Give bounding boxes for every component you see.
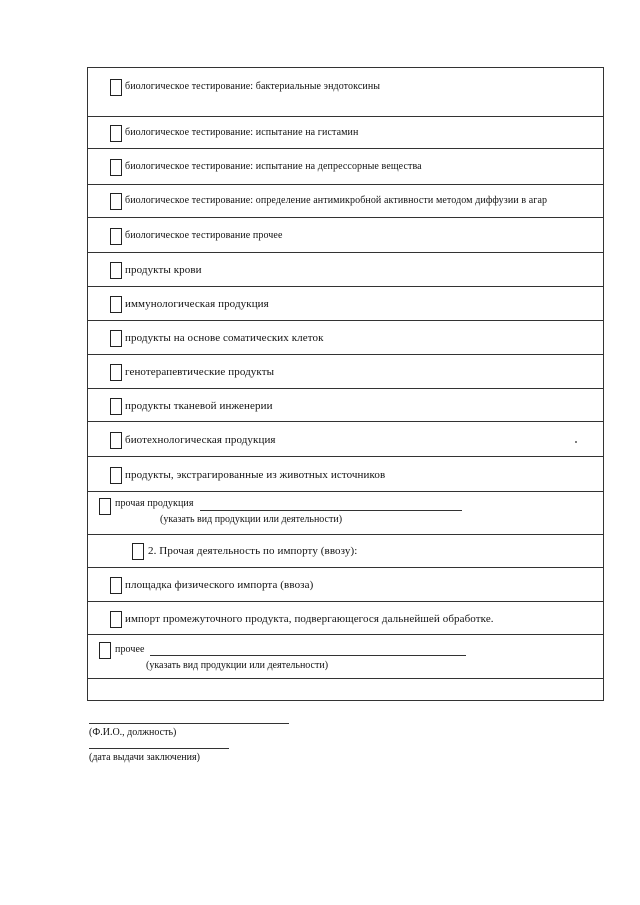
row-immunological bbox=[88, 287, 603, 321]
checkbox-section-2[interactable] bbox=[132, 543, 144, 560]
checkbox-bio-other[interactable] bbox=[110, 228, 122, 245]
label-other: прочее bbox=[115, 644, 145, 655]
label-antimicrobial: биологическое тестирование: определение антимикробной активности методом диффузии в агар bbox=[125, 195, 548, 206]
name-caption: (Ф.И.О., должность) bbox=[89, 727, 177, 738]
label-other-product: прочая продукция bbox=[115, 498, 194, 509]
checkbox-depressor[interactable] bbox=[110, 159, 122, 176]
checkbox-animal-extracted[interactable] bbox=[110, 467, 122, 484]
row-intermediate-import bbox=[88, 602, 603, 635]
date-signature-line[interactable] bbox=[89, 748, 229, 749]
row-animal-extracted bbox=[88, 457, 603, 492]
checkbox-histamine[interactable] bbox=[110, 125, 122, 142]
row-histamine bbox=[88, 117, 603, 149]
checkbox-other[interactable] bbox=[99, 642, 111, 659]
label-endotoxins: биологическое тестирование: бактериальные эндотоксины bbox=[125, 81, 381, 92]
date-caption: (дата выдачи заключения) bbox=[89, 752, 200, 763]
row-depressor bbox=[88, 149, 603, 185]
checkbox-antimicrobial[interactable] bbox=[110, 193, 122, 210]
checkbox-immunological[interactable] bbox=[110, 296, 122, 313]
row-blood bbox=[88, 253, 603, 287]
row-other bbox=[88, 635, 603, 679]
row-endotoxins bbox=[88, 68, 603, 117]
label-somatic: продукты на основе соматических клеток bbox=[125, 332, 324, 344]
row-empty bbox=[88, 679, 603, 701]
label-immunological: иммунологическая продукция bbox=[125, 298, 269, 310]
row-tissue-engineering bbox=[88, 389, 603, 422]
name-signature-line[interactable] bbox=[89, 723, 289, 724]
label-intermediate-import: импорт промежуточного продукта, подвергающегося дальнейшей обработке. bbox=[125, 613, 494, 625]
row-bio-other bbox=[88, 218, 603, 253]
checkbox-other-product[interactable] bbox=[99, 498, 111, 515]
label-gene-therapy: генотерапевтические продукты bbox=[125, 366, 275, 378]
label-bio-other: биологическое тестирование прочее bbox=[125, 230, 283, 241]
checkbox-endotoxins[interactable] bbox=[110, 79, 122, 96]
other-product-input-line[interactable] bbox=[200, 510, 462, 511]
row-gene-therapy bbox=[88, 355, 603, 389]
row-other-product bbox=[88, 492, 603, 535]
checkbox-somatic[interactable] bbox=[110, 330, 122, 347]
label-depressor: биологическое тестирование: испытание на депрессорные вещества bbox=[125, 161, 422, 172]
row-physical-import bbox=[88, 568, 603, 602]
other-input-line[interactable] bbox=[150, 655, 466, 656]
checkbox-gene-therapy[interactable] bbox=[110, 364, 122, 381]
label-physical-import: площадка физического импорта (ввоза) bbox=[125, 579, 314, 591]
scan-dot bbox=[575, 441, 577, 443]
label-biotech: биотехнологическая продукция bbox=[125, 434, 276, 446]
row-somatic bbox=[88, 321, 603, 355]
row-antimicrobial bbox=[88, 185, 603, 218]
label-section-2: 2. Прочая деятельность по импорту (ввозу): bbox=[148, 545, 358, 557]
label-histamine: биологическое тестирование: испытание на гистамин bbox=[125, 127, 359, 138]
checkbox-physical-import[interactable] bbox=[110, 577, 122, 594]
checkbox-intermediate-import[interactable] bbox=[110, 611, 122, 628]
checkbox-biotech[interactable] bbox=[110, 432, 122, 449]
row-biotech bbox=[88, 422, 603, 457]
other-hint: (указать вид продукции или деятельности) bbox=[146, 660, 329, 671]
label-blood: продукты крови bbox=[125, 264, 202, 276]
label-animal-extracted: продукты, экстрагированные из животных источников bbox=[125, 469, 386, 481]
checkbox-tissue-engineering[interactable] bbox=[110, 398, 122, 415]
other-product-hint: (указать вид продукции или деятельности) bbox=[160, 514, 343, 525]
label-tissue-engineering: продукты тканевой инженерии bbox=[125, 400, 273, 412]
checkbox-blood[interactable] bbox=[110, 262, 122, 279]
checklist-form bbox=[87, 67, 604, 701]
row-section-2 bbox=[88, 535, 603, 568]
